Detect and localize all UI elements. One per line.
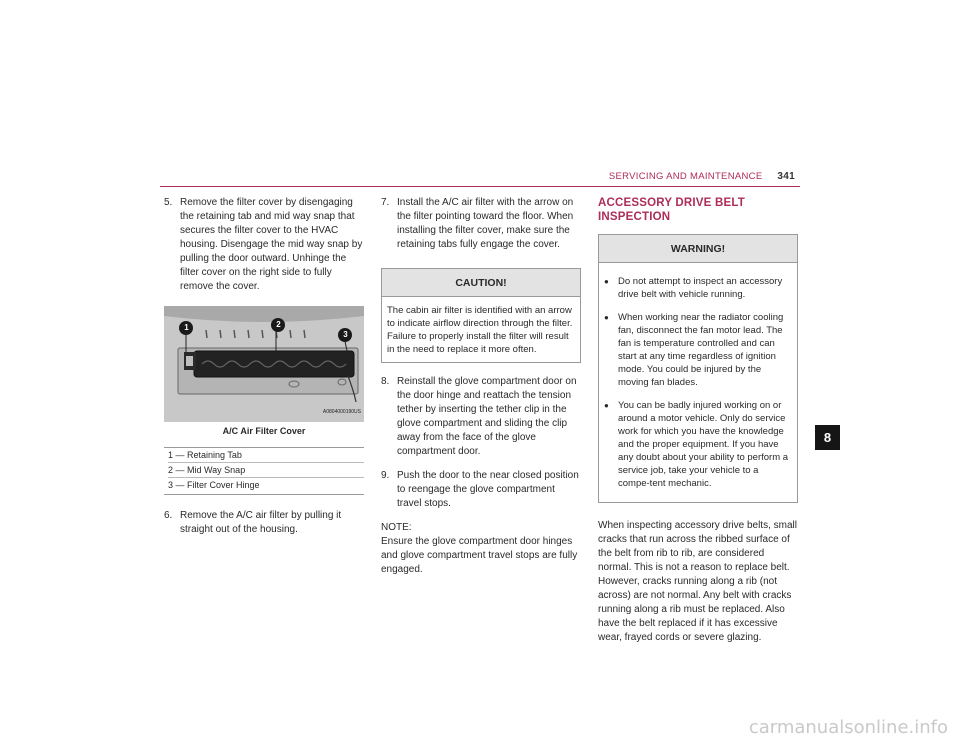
page-header: [609, 171, 795, 182]
chapter-tab: 8: [815, 425, 840, 450]
warning-body: [599, 263, 797, 502]
warning-item: [604, 311, 792, 389]
callout-2: 2: [276, 320, 281, 329]
legend-item: 2 — Mid Way Snap: [168, 463, 364, 478]
watermark: carmanualsonline.info: [748, 717, 948, 738]
column-2: [381, 196, 581, 577]
column-3: [598, 196, 798, 645]
step-9: [381, 469, 581, 511]
step-number: 8.: [381, 376, 390, 387]
step-text: Remove the A/C air filter by pulling it straight out of the housing.: [180, 510, 342, 535]
step-6: [164, 509, 364, 537]
step-number: 7.: [381, 197, 390, 208]
page-number: 341: [777, 171, 795, 182]
warning-item-text: Do not attempt to inspect an accessory drive belt with vehicle running.: [618, 276, 783, 300]
warning-item: [604, 399, 792, 490]
step-text: Reinstall the glove compartment door on the door hinge and reattach the tension tether by inserting the tether clip in the glove compartment and sliding the clip away from the face of the glove compartment door.: [397, 376, 577, 457]
section-title: SERVICING AND MAINTENANCE: [608, 171, 763, 182]
bullet-icon: ●: [604, 277, 609, 286]
warning-item: [604, 275, 792, 301]
caution-title: CAUTION!: [382, 269, 580, 297]
step-text: Push the door to the near closed position to reengage the glove compartment travel stops.: [397, 470, 579, 509]
figure-code: A0804000190US: [322, 409, 361, 415]
callout-3: 3: [343, 330, 348, 339]
figure-caption: A/C Air Filter Cover: [222, 426, 306, 436]
figure-legend: [164, 447, 364, 495]
step-number: 5.: [164, 197, 173, 208]
warning-title: WARNING!: [599, 235, 797, 263]
bullet-icon: ●: [604, 313, 609, 322]
step-5: [164, 196, 364, 294]
caution-text: The cabin air filter is identified with an arrow to indicate airflow direction through the filter. Failure to properly install the filter will result in the need to replace it more often.: [387, 305, 573, 355]
warning-item-text: When working near the radiator cooling fan, disconnect the fan motor lead. The fan is temperature controlled and can start at any time regardless of ignition mode. You could be injured by the moving fan blades.: [618, 312, 784, 388]
bullet-icon: ●: [604, 401, 609, 410]
section-heading: ACCESSORY DRIVE BELT INSPECTION: [598, 197, 745, 223]
warning-item-text: You can be badly injured working on or around a motor vehicle. Only do service work for which you have the knowledge and the proper equipment. If you have any doubt about your ability to perform a service job, take your vehicle to a compe-tent mechanic.: [618, 400, 789, 489]
callout-1: 1: [184, 323, 189, 332]
warning-box: [598, 234, 798, 503]
note-label: NOTE:: [381, 522, 412, 533]
note-text: Ensure the glove compartment door hinges and glove compartment travel stops are fully engaged.: [381, 536, 578, 575]
filter-cover-figure: [164, 306, 364, 422]
step-text: Install the A/C air filter with the arrow on the filter pointing toward the floor. When installing the filter cover, make sure the retaining tabs fully engage the cover.: [397, 197, 574, 250]
step-text: Remove the filter cover by disengaging the retaining tab and mid way snap that secures the filter cover to the HVAC housing. Disengage the mid way snap by pulling the door outward. Unhinge the filter cover on the right side to fully remove the cover.: [180, 197, 363, 292]
legend-item: 1 — Retaining Tab: [168, 448, 364, 463]
legend-item: 3 — Filter Cover Hinge: [168, 480, 260, 490]
body-paragraph: When inspecting accessory drive belts, small cracks that run across the ribbed surface of the belt from rib to rib, are considered normal. This is not a reason to replace belt. However, cracks running along a rib (not across) are not normal. Any belt with cracks running along a rib must be replaced. Also have the belt replaced if it has excessive wear, frayed cords or severe glazing.: [598, 520, 797, 643]
caution-box: [381, 268, 581, 363]
step-8: [381, 375, 581, 459]
step-number: 6.: [164, 510, 173, 521]
header-rule: [160, 186, 800, 187]
step-7: [381, 196, 581, 252]
column-1: [164, 196, 364, 547]
step-number: 9.: [381, 470, 390, 481]
